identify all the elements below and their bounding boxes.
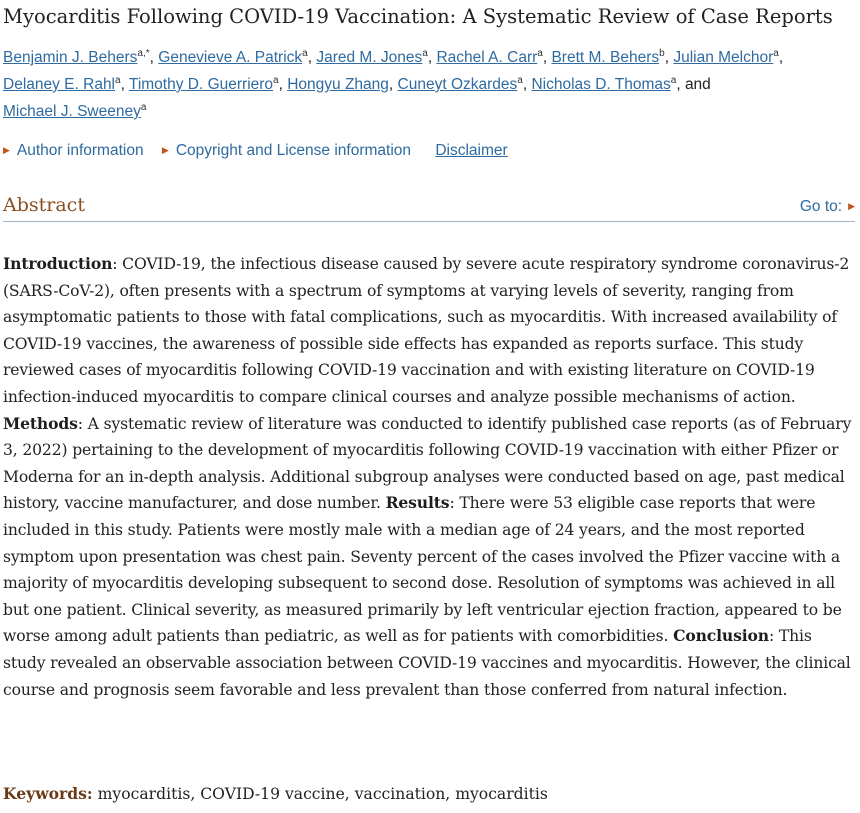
- section-label-introduction: Introduction: [3, 254, 113, 273]
- copyright-license-label: Copyright and License information: [175, 142, 412, 159]
- author-affiliation: a: [115, 75, 121, 86]
- triangle-right-icon: ▶: [3, 145, 10, 156]
- author-affiliation: a: [422, 48, 428, 59]
- keywords-label: Keywords:: [3, 784, 93, 803]
- author-affiliation: a: [773, 48, 779, 59]
- author-affiliation: b: [659, 48, 665, 59]
- author-affiliation: a: [517, 75, 523, 86]
- author-affiliation: a: [537, 48, 543, 59]
- author-affiliation: a: [670, 75, 677, 86]
- keywords-text: myocarditis, COVID-19 vaccine, vaccination, myocarditis: [97, 785, 548, 803]
- author-link[interactable]: Hongyu Zhang: [287, 76, 389, 93]
- disclaimer-link[interactable]: Disclaimer: [435, 142, 508, 159]
- abstract-body: [3, 251, 858, 703]
- triangle-right-icon: ▶: [161, 145, 169, 156]
- author-link[interactable]: Michael J. Sweeney: [3, 103, 141, 120]
- section-text-results: : There were 53 eligible case reports that were included in this study. Patients were mostly male with a median age of 24 years, and the most reported symptom upon presentation was chest pain. Seventy percent of the cases involved the Pfizer vaccine with a majority of myocarditis developing subsequent to second dose. Resolution of symptoms was achieved in all but one patient. Clinical severity, as measured primarily by left ventricular ejection fraction, appeared to be worse among adult patients than pediatric, as well as for patients with comorbidities.: [3, 494, 842, 646]
- keywords: [3, 784, 548, 803]
- author-link[interactable]: Benjamin J. Behers: [3, 49, 138, 66]
- copyright-license-toggle[interactable]: [162, 142, 411, 159]
- abstract-header: [3, 194, 855, 222]
- section-label-results: Results: [385, 493, 450, 513]
- goto-menu[interactable]: [800, 198, 855, 216]
- author-link[interactable]: Genevieve A. Patrick: [158, 49, 303, 66]
- author-affiliation: a: [273, 75, 279, 86]
- author-link[interactable]: Jared M. Jones: [316, 49, 423, 66]
- section-label-methods: Methods: [3, 413, 78, 433]
- author-affiliation: a,*: [137, 48, 150, 59]
- author-link[interactable]: Delaney E. Rahl: [3, 76, 116, 93]
- author-information-label: Author information: [16, 142, 144, 159]
- author-information-toggle[interactable]: [3, 142, 144, 159]
- triangle-right-icon: ▶: [848, 201, 855, 212]
- authors-conjunction: and: [684, 76, 711, 93]
- author-link[interactable]: Rachel A. Carr: [436, 49, 538, 66]
- author-link[interactable]: Julian Melchor: [673, 49, 774, 66]
- author-link[interactable]: Cuneyt Ozkardes: [397, 76, 518, 93]
- author-affiliation: a: [302, 48, 308, 59]
- author-affiliation: a: [140, 102, 147, 113]
- article-title: Myocarditis Following COVID-19 Vaccination: A Systematic Review of Case Reports: [3, 5, 833, 28]
- author-link[interactable]: Brett M. Behers: [551, 49, 660, 66]
- author-list: Benjamin J. Behers$^{a,*}$, Genevieve A. Patrick$^a$, Jared M. Jones$^a$, Rachel A. Carr$^a$, Brett M. Behers$^b$, Julian Melchor$^a$, Delaney E. Rahl$^a$, Timothy D. Guerriero$^a$, Hongyu Zhang, Cuneyt Ozkardes$^a$, Nicholas D. Thomas$^a$, and Michael J. Sweeney$^a$: [3, 48, 784, 120]
- section-label-conclusion: Conclusion: [673, 626, 769, 646]
- article-meta-links: [3, 142, 508, 160]
- section-text-methods: : A systematic review of literature was conducted to identify published case reports (as of February 3, 2022) pertaining to the development of myocarditis following COVID-19 vaccination with either Pfizer or Moderna for an in-depth analysis. Additional subgroup analyses were conducted based on age, past medical history, vaccine manufacturer, and dose number.: [3, 414, 852, 513]
- section-text-introduction: : COVID-19, the infectious disease caused by severe acute respiratory syndrome coronavirus-2 (SARS-CoV-2), often presents with a spectrum of symptoms at varying levels of severity, ranging from asymptomatic patients to those with fatal complications, such as myocarditis. With increased availability of COVID-19 vaccines, the awareness of possible side effects has expanded as reports surface. This study reviewed cases of myocarditis following COVID-19 vaccination and with existing literature on COVID-19 infection-induced myocarditis to compare clinical courses and analyze possible mechanisms of action.: [3, 255, 850, 406]
- section-text-conclusion: : This study revealed an observable association between COVID-19 vaccines and myocarditis. However, the clinical course and prognosis seem favorable and less prevalent than those conferred from natural infection.: [3, 627, 851, 699]
- goto-label: Go to:: [799, 198, 843, 215]
- author-link[interactable]: Timothy D. Guerriero: [128, 76, 274, 93]
- author-link[interactable]: Nicholas D. Thomas: [531, 76, 671, 93]
- abstract-heading: Abstract: [3, 194, 85, 216]
